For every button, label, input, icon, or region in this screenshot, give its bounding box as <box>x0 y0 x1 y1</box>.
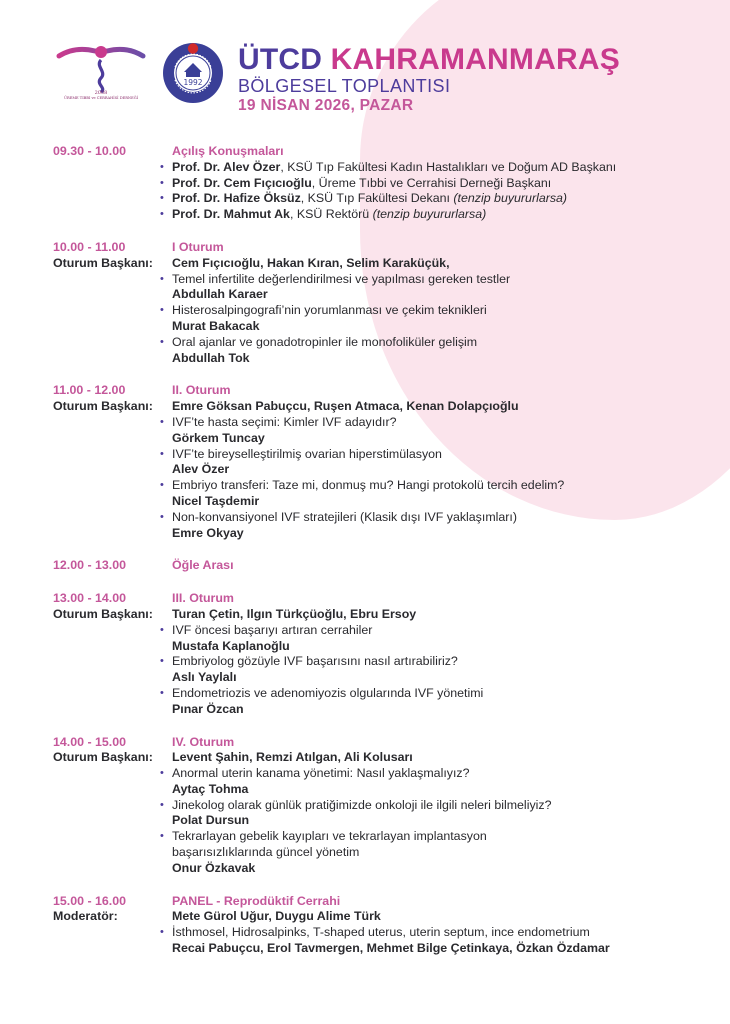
talk-topic: • Oral ajanlar ve gonadotropinler ile monofoliküler gelişim <box>160 334 478 349</box>
session-title: IV. Oturum <box>172 734 235 749</box>
logo-caption: ÜREME TIBBI ve CERRAHİSİ DERNEĞİ <box>64 96 138 100</box>
bullet-icon: • <box>160 304 164 317</box>
event-date: 19 NİSAN 2026, PAZAR <box>238 97 414 114</box>
bullet-icon: • <box>160 176 164 189</box>
bullet-icon: • <box>160 272 164 285</box>
talk-topic: • IVF’te bireyselleştirilmiş ovarian hiperstimülasyon <box>160 446 442 461</box>
session-moderators: Mete Gürol Uğur, Duygu Alime Türk <box>172 909 381 924</box>
page-subtitle: BÖLGESEL TOPLANTISI <box>238 76 451 96</box>
speech-item <box>0 207 730 223</box>
talk-topic: • Embriyolog gözüyle IVF başarısını nasıl artırabiliriz? <box>160 654 458 669</box>
talk-speaker: Pınar Özcan <box>172 701 244 716</box>
bullet-icon: • <box>160 335 164 348</box>
chair-label: Oturum Başkanı: <box>53 399 153 414</box>
speaker-role: , KSÜ Tıp Fakültesi Dekanı <box>300 191 454 206</box>
session-time: 10.00 - 11.00 <box>53 239 126 254</box>
talk-topic: • Anormal uterin kanama yönetimi: Nasıl yaklaşmalıyız? <box>160 766 470 781</box>
talk-topic: • İsthmosel, Hidrosalpinks, T-shaped uterus, uterin septum, ince endometrium <box>160 925 590 940</box>
session-title: III. Oturum <box>172 591 234 606</box>
session-time: 11.00 - 12.00 <box>53 383 126 398</box>
talk-speaker: Onur Özkavak <box>172 860 256 875</box>
speaker-role: , Üreme Tıbbi ve Cerrahisi Derneği Başkanı <box>311 175 552 190</box>
university-seal-icon <box>162 42 224 104</box>
session-chairs: Emre Göksan Pabuçcu, Ruşen Atmaca, Kenan Dolapçıoğlu <box>172 399 519 414</box>
header <box>55 40 715 120</box>
talk-speaker: Abdullah Tok <box>172 350 250 365</box>
speaker-name: Prof. Dr. Alev Özer <box>172 159 281 174</box>
bullet-icon: • <box>160 160 164 173</box>
speaker-name: Prof. Dr. Hafize Öksüz <box>172 191 301 206</box>
talk-topic: • Histerosalpingografi’nin yorumlanması ve çekim teknikleri <box>160 303 487 318</box>
talk-speaker: Abdullah Karaer <box>172 287 268 302</box>
logo-year: 2008 <box>94 90 108 96</box>
bullet-icon: • <box>160 767 164 780</box>
talk-topic: • Embriyo transferi: Taze mi, donmuş mu? Hangi protokolü tercih edelim? <box>160 478 565 493</box>
session-panel <box>0 894 730 957</box>
talk-topic: • Tekrarlayan gebelik kayıpları ve tekrarlayan implantasyon <box>160 829 487 844</box>
bullet-icon: • <box>160 479 164 492</box>
chair-label: Oturum Başkanı: <box>53 606 153 621</box>
panel-speakers: Recai Pabuçcu, Erol Tavmergen, Mehmet Bilge Çetinkaya, Özkan Özdamar <box>172 941 610 956</box>
session-lunch <box>0 558 730 574</box>
bullet-icon: • <box>160 447 164 460</box>
title-part-utcd: ÜTCD <box>238 43 323 76</box>
bullet-icon: • <box>160 655 164 668</box>
chair-label: Oturum Başkanı: <box>53 255 153 270</box>
session-time: 15.00 - 16.00 <box>53 893 127 908</box>
session-opening <box>0 144 730 223</box>
speaker-note: (tenzip buyururlarsa) <box>453 191 568 206</box>
speaker-note: (tenzip buyururlarsa) <box>372 207 487 222</box>
talk-speaker: Aslı Yaylalı <box>172 670 237 685</box>
talk-speaker: Murat Bakacak <box>172 318 260 333</box>
bullet-icon: • <box>160 686 164 699</box>
talk-speaker: Polat Dursun <box>172 813 250 828</box>
speech-item <box>0 191 730 207</box>
moderator-label: Moderatör: <box>53 909 118 924</box>
session-4 <box>0 735 730 877</box>
session-1 <box>0 240 730 366</box>
bullet-icon: • <box>160 510 164 523</box>
title-part-city: KAHRAMANMARAŞ <box>330 43 620 76</box>
bullet-icon: • <box>160 926 164 939</box>
seal-year: 1992 <box>183 78 203 87</box>
speaker-role: , KSÜ Rektörü <box>289 207 373 222</box>
talk-topic: • IVF öncesi başarıyı artıran cerrahiler <box>160 622 373 637</box>
talk-speaker: Nicel Taşdemir <box>172 493 260 508</box>
talk-speaker: Aytaç Tohma <box>172 781 249 796</box>
session-2 <box>0 383 730 541</box>
talk-topic: • Non-konvansiyonel IVF stratejileri (Klasik dışı IVF yaklaşımları) <box>160 509 517 524</box>
bullet-icon: • <box>160 830 164 843</box>
talk-topic: • Endometriozis ve adenomiyozis olgularında IVF yönetimi <box>160 685 484 700</box>
bullet-icon: • <box>160 208 164 221</box>
session-title: I Oturum <box>172 239 224 254</box>
talk-topic: • IVF’te hasta seçimi: Kimler IVF adayıdır? <box>160 414 397 429</box>
session-time: 13.00 - 14.00 <box>53 591 127 606</box>
bullet-icon: • <box>160 192 164 205</box>
session-title: PANEL - Reprodüktif Cerrahi <box>172 893 341 908</box>
speech-item <box>0 176 730 192</box>
speech-item <box>0 160 730 176</box>
session-title: II. Oturum <box>172 383 231 398</box>
session-3 <box>0 591 730 717</box>
session-time: 09.30 - 10.00 <box>53 144 127 158</box>
utcd-logo-icon <box>55 42 147 114</box>
talk-speaker: Emre Okyay <box>172 525 244 540</box>
page-title <box>238 44 620 76</box>
session-time: 14.00 - 15.00 <box>53 734 127 749</box>
talk-speaker: Mustafa Kaplanoğlu <box>172 638 290 653</box>
session-time: 12.00 - 13.00 <box>53 558 127 573</box>
program-sessions <box>0 144 730 974</box>
bullet-icon: • <box>160 623 164 636</box>
talk-speaker: Görkem Tuncay <box>172 430 265 445</box>
talk-topic: • Temel infertilite değerlendirilmesi ve yapılması gereken testler <box>160 271 511 286</box>
speaker-role: , KSÜ Tıp Fakültesi Kadın Hastalıkları ve Doğum AD Başkanı <box>280 159 617 174</box>
title-block <box>238 44 620 115</box>
session-chairs: Levent Şahin, Remzi Atılgan, Ali Kolusarı <box>172 750 413 765</box>
bullet-icon: • <box>160 415 164 428</box>
chair-label: Oturum Başkanı: <box>53 750 153 765</box>
talk-speaker: Alev Özer <box>172 462 230 477</box>
session-chairs: Cem Fıçıcıoğlu, Hakan Kıran, Selim Karaküçük, <box>172 255 450 270</box>
session-title: Öğle Arası <box>172 558 234 573</box>
talk-topic: • Jinekolog olarak günlük pratiğimizde onkoloji ile ilgili neleri bilmeliyiz? <box>160 797 552 812</box>
bullet-icon: • <box>160 798 164 811</box>
speaker-name: Prof. Dr. Cem Fıçıcıoğlu <box>172 175 312 190</box>
talk-topic-continued: başarısızlıklarında güncel yönetim <box>172 845 360 860</box>
session-chairs: Turan Çetin, Ilgın Türkçüoğlu, Ebru Ersoy <box>172 606 417 621</box>
session-title: Açılış Konuşmaları <box>172 144 284 158</box>
speaker-name: Prof. Dr. Mahmut Ak <box>172 207 290 222</box>
